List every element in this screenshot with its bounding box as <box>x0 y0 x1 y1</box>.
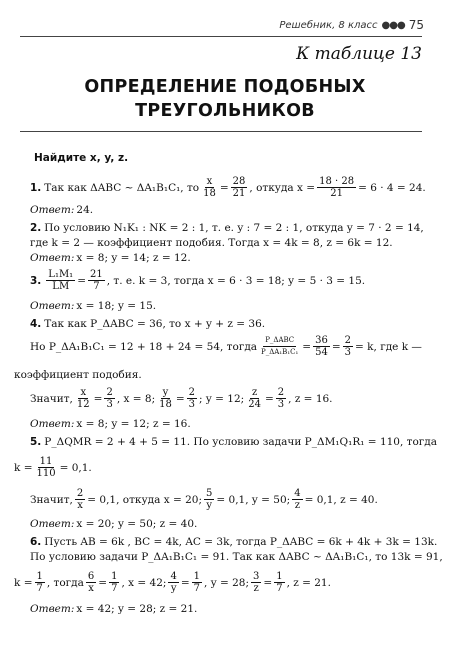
text: = 6 · 4 = 24. <box>358 181 426 194</box>
denominator: 7 <box>36 583 43 594</box>
text: = <box>180 576 190 589</box>
numerator: P_ΔABC <box>263 335 296 347</box>
text: k = <box>14 576 33 589</box>
text: , y = 28; <box>204 576 249 589</box>
text: , z = 16. <box>288 392 333 405</box>
problem-2-answer <box>30 252 191 264</box>
text: , т. е. k = 3, тогда x = 6 · 3 = 18; y = 5 · 3 = 15. <box>106 274 366 287</box>
numerator: 36 <box>315 335 328 346</box>
text: = 0,1, z = 40. <box>304 493 378 506</box>
denominator: 54 <box>315 347 328 358</box>
numerator: 5 <box>206 488 213 499</box>
text: По условию N₁K₁ : NK = 2 : 1, т. е. y : 7 = 2 : 1, откуда y = 7 · 2 = 14, <box>44 222 424 234</box>
numerator: 1 <box>111 571 118 582</box>
numerator: 2 <box>106 387 113 398</box>
text: k = <box>14 461 33 474</box>
fraction <box>276 387 286 410</box>
text: , x = 42; <box>121 576 167 589</box>
title-rule <box>20 131 422 132</box>
problem-3-answer <box>30 300 156 312</box>
denominator: 3 <box>344 347 352 358</box>
denominator: 110 <box>36 468 56 479</box>
fraction <box>343 335 353 358</box>
denominator: 24 <box>248 399 261 410</box>
answer-label: Ответ: <box>30 252 75 264</box>
text: P_ΔQMR = 2 + 4 + 5 = 11. По условию задачи P_ΔM₁Q₁R₁ = 110, тогда <box>44 436 438 448</box>
title-line-2: ТРЕУГОЛЬНИКОВ <box>135 101 315 121</box>
fraction <box>201 176 218 199</box>
answer-value: x = 8; y = 14; z = 12. <box>76 252 191 264</box>
numerator: 1 <box>276 571 283 582</box>
running-header <box>279 18 424 32</box>
fraction <box>104 387 114 410</box>
title-line-1: ОПРЕДЕЛЕНИЕ ПОДОБНЫХ <box>84 77 366 97</box>
text: , x = 8; <box>116 392 156 405</box>
numerator: 21 <box>90 269 103 280</box>
text: = <box>93 392 103 405</box>
problem-6-line <box>30 551 443 563</box>
text: Так как P_ΔABC = 36, то x + y + z = 36. <box>44 318 266 330</box>
numerator: z <box>251 387 258 398</box>
numerator: 18 · 28 <box>319 176 355 187</box>
text: = <box>175 392 185 405</box>
answer-label: Ответ: <box>30 518 75 530</box>
text: где k = 2 — коэффициент подобия. Тогда x = 4k = 8, z = 6k = 12. <box>30 237 393 249</box>
fraction <box>231 176 248 199</box>
fraction <box>35 456 58 479</box>
numerator: 2 <box>344 335 352 346</box>
text: Так как ΔABC ~ ΔA₁B₁C₁, то <box>44 181 200 194</box>
answer-value: x = 18; y = 15. <box>76 300 157 312</box>
text: По условию задачи P_ΔA₁B₁C₁ = 91. Так как ΔABC ~ ΔA₁B₁C₁, то 13k = 91, <box>30 551 443 563</box>
problem-4-answer <box>30 418 191 430</box>
denominator: 7 <box>93 281 100 292</box>
problem-number: 4. <box>30 318 42 330</box>
denominator: 3 <box>188 399 196 410</box>
numerator: x <box>80 387 87 398</box>
numerator: x <box>206 176 213 187</box>
denominator: z <box>294 500 301 511</box>
denominator: 3 <box>106 399 113 410</box>
problem-3-line <box>30 269 365 292</box>
fraction <box>35 571 45 594</box>
problem-4-line <box>14 369 142 381</box>
denominator: y <box>206 500 213 511</box>
fraction <box>75 488 85 511</box>
text: = 0,1. <box>59 461 92 474</box>
denominator: 12 <box>76 399 90 410</box>
problem-2-line <box>30 237 393 249</box>
denominator: 7 <box>276 583 283 594</box>
numerator: 28 <box>232 176 246 187</box>
problem-5-answer <box>30 518 197 530</box>
text: = <box>331 340 341 353</box>
numerator: 4 <box>170 571 177 582</box>
fraction <box>274 571 284 594</box>
page-title <box>0 75 450 123</box>
denominator: 21 <box>232 188 246 199</box>
text: Но P_ΔA₁B₁C₁ = 12 + 18 + 24 = 54, тогда <box>30 340 258 353</box>
problem-2-line <box>30 222 424 234</box>
answer-value: 24. <box>76 204 94 216</box>
denominator: 7 <box>193 583 201 594</box>
text: = 0,1, откуда x = 20; <box>87 493 203 506</box>
problem-6-line <box>14 571 331 594</box>
problem-5-line <box>14 456 92 479</box>
text: ; y = 12; <box>199 392 245 405</box>
problem-6-answer <box>30 603 197 615</box>
answer-value: x = 8; y = 12; z = 16. <box>76 418 191 430</box>
fraction <box>46 269 75 292</box>
fraction <box>168 571 178 594</box>
text: = <box>77 274 87 287</box>
numerator: 1 <box>193 571 201 582</box>
task-statement: Найдите x, y, z. <box>34 152 129 164</box>
denominator: 21 <box>330 188 343 199</box>
fraction <box>192 571 202 594</box>
denominator: P_ΔA₁B₁C₁ <box>261 348 299 356</box>
text: Пусть AB = 6k , BC = 4k, AC = 3k, тогда P_ΔABC = 6k + 4k + 3k = 13k. <box>44 536 438 548</box>
answer-label: Ответ: <box>30 418 75 430</box>
denominator: 3 <box>277 399 285 410</box>
problem-number: 5. <box>30 436 42 448</box>
numerator: 2 <box>76 488 84 499</box>
text: Значит, <box>30 392 73 405</box>
denominator: x <box>77 500 83 511</box>
numerator: 11 <box>39 456 53 467</box>
numerator: 4 <box>294 488 301 499</box>
denominator: x <box>88 583 94 594</box>
text: , тогда <box>46 576 84 589</box>
page-number: 75 <box>408 18 424 32</box>
problem-6-line <box>30 536 437 548</box>
text: = <box>219 181 229 194</box>
answer-label: Ответ: <box>30 603 75 615</box>
section-label: К таблице 13 <box>296 44 422 64</box>
fraction <box>187 387 197 410</box>
problem-4-line <box>30 318 265 330</box>
denominator: 7 <box>111 583 118 594</box>
problem-5-line <box>30 488 378 511</box>
answer-value: x = 42; y = 28; z = 21. <box>76 603 198 615</box>
denominator: LM <box>52 281 70 292</box>
fraction <box>259 335 300 358</box>
fraction <box>204 488 214 511</box>
text: = 0,1, y = 50; <box>216 493 291 506</box>
fraction <box>251 571 261 594</box>
numerator: y <box>162 387 169 398</box>
fraction <box>86 571 96 594</box>
text: = <box>263 576 273 589</box>
answer-value: x = 20; y = 50; z = 40. <box>76 518 198 530</box>
book-title: Решебник, 8 класс <box>279 19 378 31</box>
text: = k, где k — <box>355 340 422 353</box>
numerator: 1 <box>36 571 43 582</box>
text: , откуда x = <box>249 181 316 194</box>
problem-5-line <box>30 436 437 448</box>
bullet-icon: ●●● <box>381 19 405 31</box>
text: = <box>98 576 108 589</box>
numerator: 2 <box>277 387 285 398</box>
fraction <box>75 387 92 410</box>
text: = <box>302 340 312 353</box>
problem-number: 3. <box>30 274 42 287</box>
numerator: 2 <box>188 387 196 398</box>
denominator: z <box>253 583 259 594</box>
problem-number: 6. <box>30 536 42 548</box>
fraction <box>246 387 263 410</box>
text: = <box>264 392 274 405</box>
numerator: 3 <box>253 571 260 582</box>
problem-number: 2. <box>30 222 42 234</box>
fraction <box>292 488 302 511</box>
answer-label: Ответ: <box>30 204 75 216</box>
text: , z = 21. <box>286 576 331 589</box>
fraction <box>313 335 330 358</box>
header-rule <box>20 36 422 37</box>
fraction <box>109 571 119 594</box>
fraction <box>157 387 174 410</box>
problem-4-line <box>30 335 422 358</box>
answer-label: Ответ: <box>30 300 75 312</box>
numerator: 6 <box>87 571 95 582</box>
problem-1-answer <box>30 204 93 216</box>
denominator: 18 <box>159 399 172 410</box>
fraction <box>317 176 356 199</box>
text: коэффициент подобия. <box>14 369 142 381</box>
fraction <box>88 269 105 292</box>
text: Значит, <box>30 493 73 506</box>
numerator: L₁M₁ <box>48 269 74 280</box>
problem-4-line <box>30 387 333 410</box>
denominator: y <box>170 583 177 594</box>
problem-1-line <box>30 176 426 199</box>
denominator: 18 <box>203 188 216 199</box>
problem-number: 1. <box>30 181 42 194</box>
